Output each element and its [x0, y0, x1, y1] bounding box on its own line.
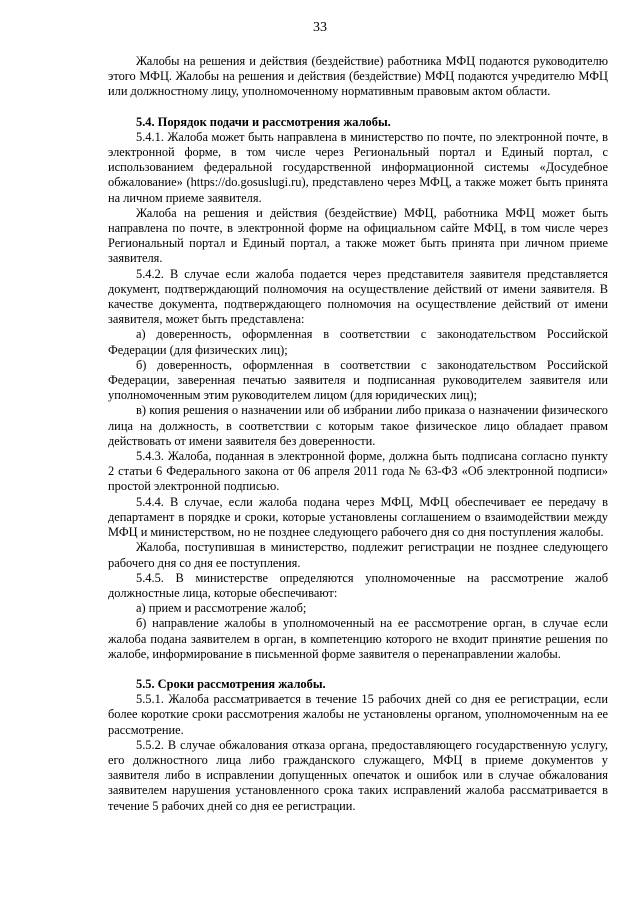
- section-heading-5-4: 5.4. Порядок подачи и рассмотрения жалобы.: [136, 114, 391, 129]
- paragraph-5-5-2: 5.5.2. В случае обжалования отказа органа, предоставляющего государственную услугу, его должностного лица либо гражданского служащего, МФЦ в приеме документов у заявителя либо в исправлении допущенных опечаток и ошибок или в случае обжалования заявителем нарушения установленного срока таких исправлений жалоба рассматривается в течение 5 рабочих дней со дня ее регистрации.: [108, 737, 608, 813]
- paragraph-5-4-5: 5.4.5. В министерстве определяются уполномоченные на рассмотрение жалоб должностные лица, которые обеспечивают:: [108, 570, 608, 600]
- section-heading-5-5: 5.5. Сроки рассмотрения жалобы.: [136, 676, 326, 691]
- paragraph-5-4-3: 5.4.3. Жалоба, поданная в электронной форме, должна быть подписана согласно пункту 2 статьи 6 Федерального закона от 06 апреля 2011 года № 63-ФЗ «Об электронной подписи» простой электронной подписью.: [108, 449, 608, 494]
- paragraph-5-4-4: 5.4.4. В случае, если жалоба подана через МФЦ, МФЦ обеспечивает ее передачу в департамент в порядке и сроки, которые установлены соглашением о взаимодействии между МФЦ и министерством, но не позднее следующего рабочего дня со дня поступления жалобы.: [108, 494, 608, 540]
- document-body: [108, 54, 608, 814]
- paragraph-mfc-complaints: Жалобы на решения и действия (бездействие) работника МФЦ подаются руководителю этого МФЦ. Жалобы на решения и действия (бездействие) МФЦ подаются учредителю МФЦ или должностному лицу, уполномоченному нормативным правовым актом области.: [108, 54, 608, 99]
- list-item-b-power-of-attorney-legal: б) доверенность, оформленная в соответствии с законодательством Российской Федерации, заверенная печатью заявителя и подписанная руководителем заявителя или уполномоченным этим руководителем лицом (для юридических лиц);: [108, 357, 608, 403]
- paragraph-5-4-1: 5.4.1. Жалоба может быть направлена в министерство по почте, по электронной почте, в электронной форме, в том числе через Региональный портал и Единый портал, с использованием федеральной государственной информационной системы «Досудебное обжалование» (https://do.gosuslugi.ru), представлено через МФЦ, а также может быть принята на личном приеме заявителя.: [108, 129, 608, 205]
- list-item-v-appointment-copy: в) копия решения о назначении или об избрании либо приказа о назначении физического лица на должность, в соответствии с которым такое физическое лицо обладает правом действовать от имени заявителя без доверенности.: [108, 403, 608, 448]
- paragraph-5-5-1: 5.5.1. Жалоба рассматривается в течение 15 рабочих дней со дня ее регистрации, если более короткие сроки рассмотрения жалобы не установлены органом, уполномоченным на ее рассмотрение.: [108, 692, 608, 737]
- paragraph-5-4-2: 5.4.2. В случае если жалоба подается через представителя заявителя представляется документ, подтверждающий полномочия на осуществление действий от имени заявителя. В качестве документа, подтверждающего полномочия на осуществление действий от имени заявителя, может быть представлена:: [108, 266, 608, 327]
- list-item-b-redirect: б) направление жалобы в уполномоченный на ее рассмотрение орган, в случае если жалоба подана заявителем в орган, в компетенцию которого не входит принятие решения по жалобе, информирование в письменной форме заявителя о перенаправлении жалобы.: [108, 616, 608, 661]
- paragraph-mfc-worker-complaint: Жалоба на решения и действия (бездействие) МФЦ, работника МФЦ может быть направлена по почте, в электронной форме на официальном сайте МФЦ, в том числе через Региональный портал и Единый портал, а также может быть принята при личном приеме заявителя.: [108, 205, 608, 266]
- list-item-a-power-of-attorney: а) доверенность, оформленная в соответствии с законодательством Российской Федерации (для физических лиц);: [108, 327, 608, 357]
- paragraph-registration: Жалоба, поступившая в министерство, подлежит регистрации не позднее следующего рабочего дня со дня ее поступления.: [108, 540, 608, 570]
- list-item-a-receipt: а) прием и рассмотрение жалоб;: [136, 601, 307, 616]
- page-number: 33: [313, 20, 327, 35]
